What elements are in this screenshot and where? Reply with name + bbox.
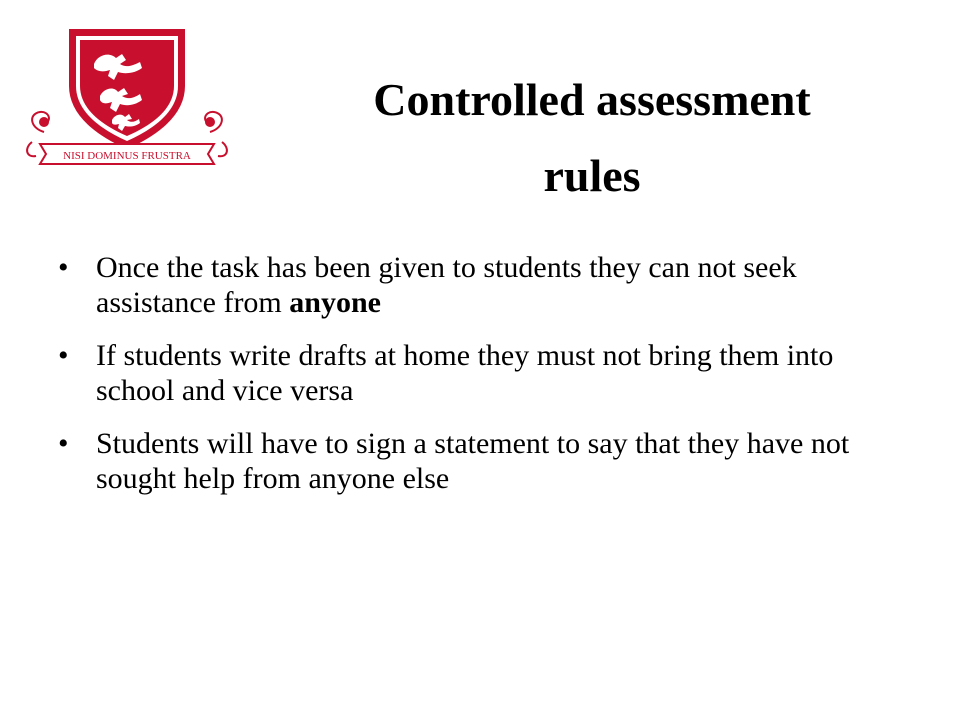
bullet-list (58, 250, 918, 514)
slide-title-line-2: rules (543, 150, 641, 201)
bullet-text: Students will have to sign a statement to say that they have not sought help from anyone else (96, 427, 850, 495)
motto-text: NISI DOMINUS FRUSTRA (63, 150, 191, 162)
school-crest (22, 24, 232, 174)
school-crest-icon (22, 24, 232, 174)
bullet-item (58, 338, 918, 408)
bullet-text: Once the task has been given to students they can not seek assistance from (96, 251, 797, 319)
bullet-item (58, 426, 918, 496)
bullet-marker: • (58, 339, 69, 372)
bullet-marker: • (58, 427, 69, 460)
bullet-text: If students write drafts at home they must not bring them into school and vice versa (96, 339, 834, 407)
bullet-marker: • (58, 251, 69, 284)
slide-title (262, 62, 922, 214)
slide-title-line-1: Controlled assessment (373, 74, 811, 125)
bullet-text-bold: anyone (289, 286, 381, 319)
bullet-item (58, 250, 918, 320)
